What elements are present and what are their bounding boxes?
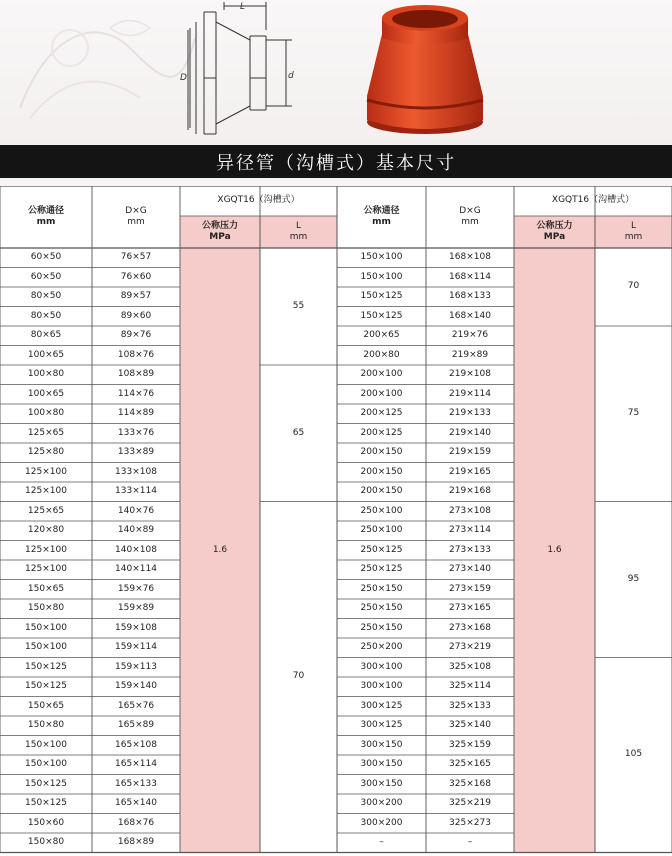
dimension-table [0,186,672,856]
d-x-g-cell: 219×165 [449,466,491,477]
nominal-size-cell: 250×125 [360,544,403,555]
page-title: 异径管（沟槽式）基本尺寸 [216,152,456,174]
nominal-size-cell: – [379,837,384,848]
header-nominal-size: 公称通径 mm [27,205,64,227]
nominal-size-cell: 150×125 [25,681,67,692]
d-x-g-cell: 273×219 [449,642,491,653]
nominal-size-cell: 200×100 [360,369,403,380]
d-x-g-cell: 159×89 [117,603,155,614]
header-length: L mm [624,220,643,242]
nominal-size-cell: 250×125 [360,564,403,575]
d-x-g-cell: 325×168 [449,778,491,789]
d-x-g-cell: 273×159 [449,583,491,594]
nominal-size-cell: 150×100 [25,739,67,750]
reducer-technical-drawing [180,0,310,140]
d-x-g-cell: – [467,837,473,848]
nominal-size-cell: 125×65 [27,505,65,516]
d-x-g-cell: 165×89 [117,720,155,731]
nominal-size-cell: 150×125 [360,291,403,302]
nominal-size-cell: 125×65 [27,427,65,438]
d-x-g-cell: 325×165 [449,759,491,770]
length-value-cell: 70 [292,671,305,682]
header-d-x-g: D×G mm [459,205,481,227]
d-x-g-cell: 165×114 [115,759,157,770]
d-x-g-cell: 273×108 [449,505,491,516]
d-x-g-cell: 273×133 [449,544,491,555]
nominal-size-cell: 60×50 [30,271,62,282]
nominal-size-cell: 125×100 [25,564,67,575]
nominal-size-cell: 150×65 [27,700,65,711]
nominal-size-cell: 125×80 [27,447,65,458]
nominal-size-cell: 250×150 [360,603,403,614]
d-x-g-cell: 325×114 [449,681,491,692]
d-x-g-cell: 159×108 [115,622,157,633]
nominal-size-cell: 250×150 [360,622,403,633]
nominal-size-cell: 150×80 [27,720,65,731]
svg-text:L: L [240,2,246,12]
title-banner [0,145,672,178]
d-x-g-cell: 159×76 [117,583,155,594]
nominal-size-cell: 300×150 [360,739,403,750]
pressure-value-cell: 1.6 [212,544,228,555]
nominal-size-cell: 100×80 [27,369,65,380]
nominal-size-cell: 150×65 [27,583,65,594]
d-x-g-cell: 325×140 [449,720,491,731]
nominal-size-cell: 250×100 [360,525,403,536]
svg-text:d: d [288,71,294,81]
d-x-g-cell: 165×140 [115,798,157,809]
nominal-size-cell: 250×150 [360,583,403,594]
reducer-product-photo [360,0,490,140]
nominal-size-cell: 200×100 [360,388,403,399]
nominal-size-cell: 250×200 [360,642,403,653]
d-x-g-cell: 168×89 [117,837,155,848]
nominal-size-cell: 200×65 [363,330,400,341]
nominal-size-cell: 150×125 [25,778,67,789]
length-value-cell: 95 [627,573,640,584]
nominal-size-cell: 150×60 [27,817,65,828]
d-x-g-cell: 133×108 [115,466,157,477]
d-x-g-cell: 165×76 [117,700,155,711]
nominal-size-cell: 150×125 [25,798,67,809]
d-x-g-cell: 219×76 [451,330,489,341]
nominal-size-cell: 250×100 [360,505,403,516]
d-x-g-cell: 159×114 [115,642,157,653]
nominal-size-cell: 150×100 [360,271,403,282]
d-x-g-cell: 168×133 [449,291,491,302]
d-x-g-cell: 108×89 [117,369,155,380]
d-x-g-cell: 108×76 [117,349,155,360]
header-d-x-g: D×G mm [125,205,147,227]
d-x-g-cell: 273×168 [449,622,491,633]
nominal-size-cell: 200×125 [360,408,403,419]
length-value-cell: 105 [624,749,643,760]
d-x-g-cell: 76×57 [120,252,152,263]
d-x-g-cell: 133×114 [115,486,157,497]
d-x-g-cell: 219×89 [451,349,489,360]
nominal-size-cell: 150×100 [25,622,67,633]
nominal-size-cell: 150×100 [25,642,67,653]
d-x-g-cell: 140×76 [117,505,155,516]
nominal-size-cell: 150×80 [27,837,65,848]
d-x-g-cell: 219×159 [449,447,491,458]
d-x-g-cell: 114×89 [117,408,155,419]
nominal-size-cell: 60×50 [30,252,62,263]
d-x-g-cell: 89×57 [120,291,152,302]
decorative-swirl [10,8,200,128]
d-x-g-cell: 165×108 [115,739,157,750]
header-pressure: 公称压力 MPa [536,220,573,242]
nominal-size-cell: 80×65 [30,330,62,341]
nominal-size-cell: 150×125 [360,310,403,321]
nominal-size-cell: 300×125 [360,700,403,711]
d-x-g-cell: 273×140 [449,564,491,575]
length-value-cell: 70 [627,281,640,292]
nominal-size-cell: 300×100 [360,681,403,692]
header-model: XGQT16（沟槽式） [551,195,635,206]
d-x-g-cell: 165×133 [115,778,157,789]
d-x-g-cell: 89×76 [120,330,152,341]
d-x-g-cell: 159×140 [115,681,157,692]
nominal-size-cell: 150×100 [25,759,67,770]
length-value-cell: 65 [292,427,305,438]
d-x-g-cell: 168×114 [449,271,491,282]
d-x-g-cell: 219×140 [449,427,491,438]
nominal-size-cell: 100×80 [27,408,65,419]
d-x-g-cell: 76×60 [120,271,152,282]
d-x-g-cell: 159×113 [115,661,157,672]
header-pressure: 公称压力 MPa [201,220,238,242]
d-x-g-cell: 140×114 [115,564,157,575]
nominal-size-cell: 80×50 [30,291,62,302]
nominal-size-cell: 80×50 [30,310,62,321]
d-x-g-cell: 168×76 [117,817,155,828]
d-x-g-cell: 219×108 [449,369,491,380]
d-x-g-cell: 325×133 [449,700,491,711]
d-x-g-cell: 168×140 [449,310,491,321]
d-x-g-cell: 273×114 [449,525,491,536]
nominal-size-cell: 300×100 [360,661,403,672]
d-x-g-cell: 168×108 [449,252,491,263]
header-length: L mm [289,220,308,242]
nominal-size-cell: 125×100 [25,544,67,555]
d-x-g-cell: 89×60 [120,310,152,321]
nominal-size-cell: 125×100 [25,466,67,477]
d-x-g-cell: 325×273 [449,817,491,828]
nominal-size-cell: 125×100 [25,486,67,497]
pressure-value-cell: 1.6 [547,544,562,555]
d-x-g-cell: 219×133 [449,408,491,419]
d-x-g-cell: 133×76 [117,427,155,438]
svg-text:D: D [180,73,187,83]
d-x-g-cell: 133×89 [117,447,155,458]
nominal-size-cell: 300×200 [360,817,403,828]
nominal-size-cell: 150×125 [25,661,67,672]
header-model: XGQT16（沟槽式） [217,195,300,206]
product-image-area [0,0,672,145]
d-x-g-cell: 219×168 [449,486,491,497]
nominal-size-cell: 200×125 [360,427,403,438]
nominal-size-cell: 300×150 [360,778,403,789]
d-x-g-cell: 273×165 [449,603,491,614]
d-x-g-cell: 114×76 [117,388,155,399]
nominal-size-cell: 200×150 [360,447,403,458]
nominal-size-cell: 200×150 [360,486,403,497]
nominal-size-cell: 150×80 [27,603,65,614]
nominal-size-cell: 150×100 [360,252,403,263]
nominal-size-cell: 100×65 [27,388,65,399]
nominal-size-cell: 300×150 [360,759,403,770]
d-x-g-cell: 325×108 [449,661,491,672]
header-nominal-size: 公称通径 mm [363,205,400,227]
d-x-g-cell: 325×159 [449,739,491,750]
length-value-cell: 75 [627,408,640,419]
d-x-g-cell: 140×89 [117,525,155,536]
nominal-size-cell: 300×125 [360,720,403,731]
length-value-cell: 55 [292,300,305,311]
nominal-size-cell: 200×150 [360,466,403,477]
d-x-g-cell: 140×108 [115,544,157,555]
d-x-g-cell: 325×219 [449,798,491,809]
nominal-size-cell: 100×65 [27,349,65,360]
nominal-size-cell: 120×80 [27,525,65,536]
d-x-g-cell: 219×114 [449,388,491,399]
nominal-size-cell: 300×200 [360,798,403,809]
nominal-size-cell: 200×80 [363,349,400,360]
